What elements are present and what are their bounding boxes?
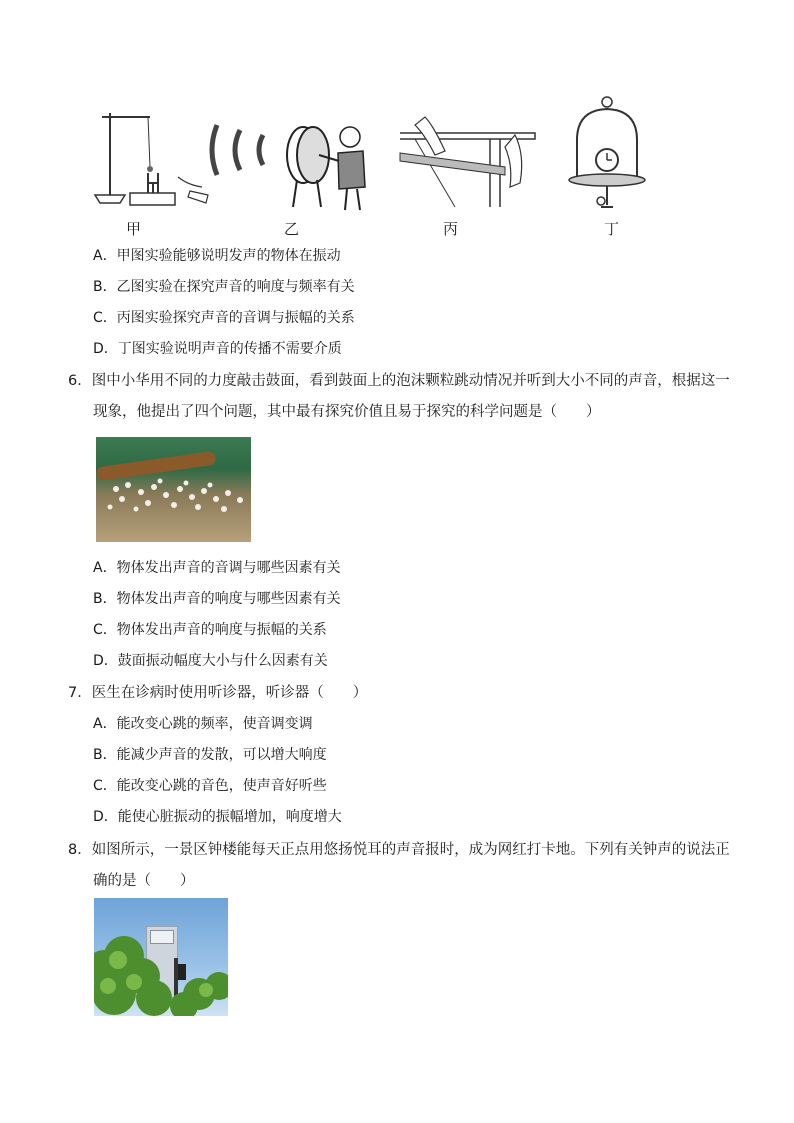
bell-jar-clock-illustration xyxy=(565,95,655,235)
experiment-figure xyxy=(90,95,650,240)
clock-tower-photo xyxy=(94,898,228,1016)
q7-option-a: A．能改变心跳的频率，使音调变调 xyxy=(93,716,313,732)
q7-option-b: B．能减少声音的发散，可以增大响度 xyxy=(93,747,327,763)
q8-stem-line2: 确的是（ ） xyxy=(93,873,195,889)
q7-option-c: C．能改变心跳的音色，使声音好听些 xyxy=(93,778,327,794)
figure-caption-ding: 丁 xyxy=(604,220,620,238)
drum-foam-photo xyxy=(96,437,251,542)
q7-option-d: D．能使心脏振动的振幅增加，响度增大 xyxy=(93,809,342,825)
q6-option-d: D．鼓面振动幅度大小与什么因素有关 xyxy=(93,653,328,669)
q5-option-a: A．甲图实验能够说明发声的物体在振动 xyxy=(93,248,341,264)
q6-option-a: A．物体发出声音的音调与哪些因素有关 xyxy=(93,560,341,576)
foam-particles xyxy=(96,437,251,542)
q6-option-b: B．物体发出声音的响度与哪些因素有关 xyxy=(93,591,341,607)
q6-stem-line2: 现象，他提出了四个问题，其中最有探究价值且易于探究的科学问题是（ ） xyxy=(93,404,601,420)
q8-stem-line1: 8．如图所示，一景区钟楼能每天正点用悠扬悦耳的声音报时，成为网红打卡地。下列有关钟声的说法正 xyxy=(68,842,730,858)
figure-caption-yi: 乙 xyxy=(284,220,300,238)
tuning-fork-pendulum-illustration xyxy=(90,95,210,215)
q5-option-b: B．乙图实验在探究声音的响度与频率有关 xyxy=(93,279,355,295)
q5-option-d: D．丁图实验说明声音的传播不需要介质 xyxy=(93,341,342,357)
q6-stem-line1: 6．图中小华用不同的力度敲击鼓面，看到鼓面上的泡沫颗粒跳动情况并听到大小不同的声音，根据这一 xyxy=(68,373,730,389)
q7-stem: 7．医生在诊病时使用听诊器，听诊器（ ） xyxy=(68,685,368,701)
drum-sound-wave-illustration xyxy=(205,95,375,215)
q5-option-c: C．丙图实验探究声音的音调与振幅的关系 xyxy=(93,310,355,326)
ruler-table-illustration xyxy=(395,95,545,215)
q6-option-c: C．物体发出声音的响度与振幅的关系 xyxy=(93,622,327,638)
figure-caption-jia: 甲 xyxy=(126,220,142,238)
figure-caption-bing: 丙 xyxy=(443,220,459,238)
trees xyxy=(94,898,228,1016)
